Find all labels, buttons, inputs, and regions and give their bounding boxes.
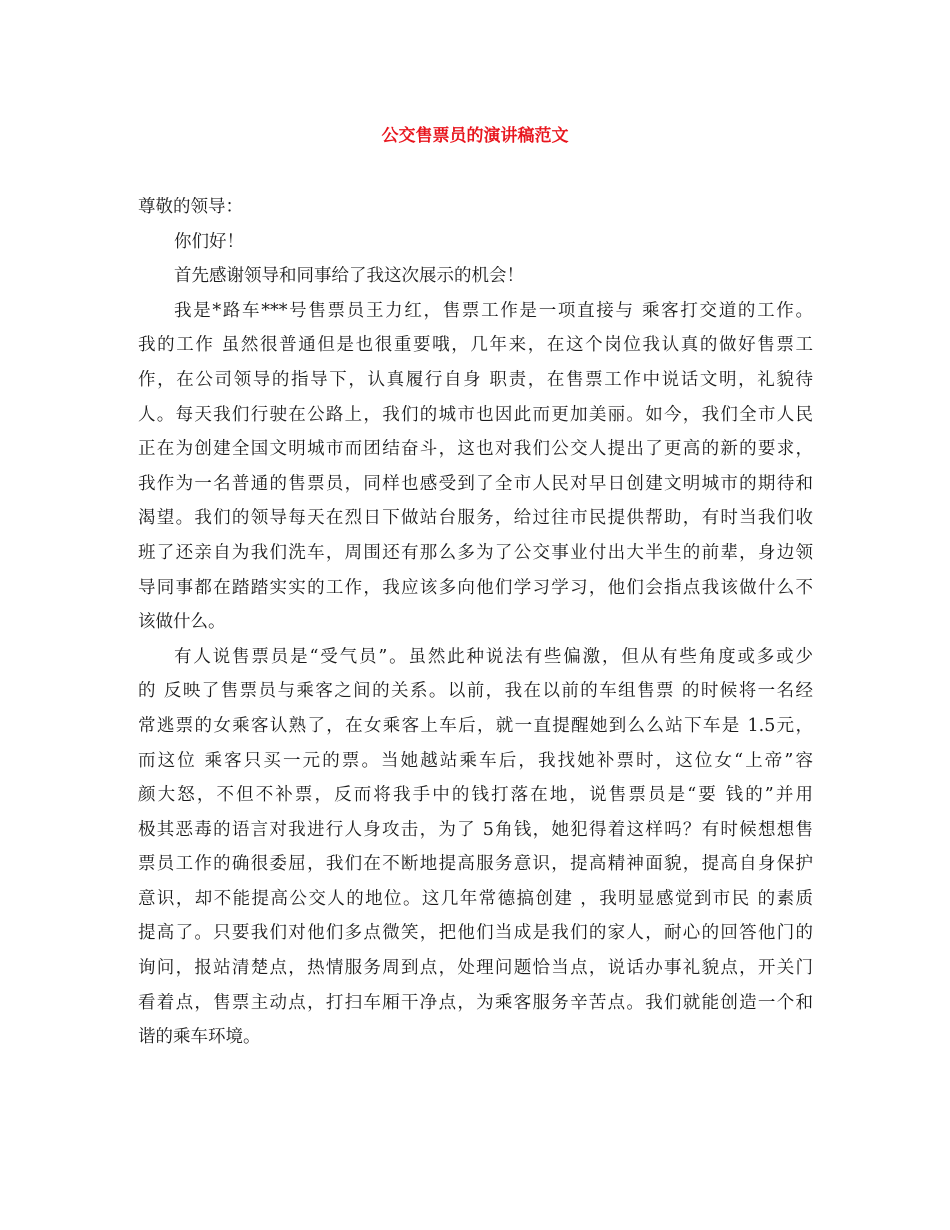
- paragraph-line: 而这位 乘客只买一元的票。当她越站乘车后，我找她补票时，这位女“上帝”容: [138, 750, 813, 771]
- paragraph-line: 极其恶毒的语言对我进行人身攻击，为了 5角钱，她犯得着这样吗？有时候想想售: [138, 819, 813, 840]
- paragraph-1: [138, 294, 813, 640]
- paragraph-line: 票员工作的确很委屈，我们在不断地提高服务意识，提高精神面貌，提高自身保护: [138, 854, 813, 875]
- paragraph-line: 意识，却不能提高公交人的地位。这几年常德搞创建 ，我明显感觉到市民 的素质: [138, 888, 813, 909]
- thanks-line: 首先感谢领导和同事给了我这次展示的机会！: [174, 266, 524, 287]
- paragraph-line: 作，在公司领导的指导下，认真履行自身 职责，在售票工作中说话文明，礼貌待: [138, 369, 813, 390]
- paragraph-line: 正在为创建全国文明城市而团结奋斗，这也对我们公交人提出了更高的新的要求，: [138, 439, 813, 460]
- paragraph-line: 颜大怒，不但不补票，反而将我手中的钱打落在地，说售票员是“要 钱的”并用: [138, 785, 813, 806]
- document-body: [138, 190, 813, 1055]
- paragraph-line: 有人说售票员是“受气员”。虽然此种说法有些偏激，但从有些角度或多或少: [174, 646, 813, 667]
- paragraph-line: 渴望。我们的领导每天在烈日下做站台服务，给过往市民提供帮助，有时当我们收: [138, 508, 813, 529]
- paragraph-line: 询问，报站清楚点，热情服务周到点，处理问题恰当点，说话办事礼貌点，开关门: [138, 958, 813, 979]
- paragraph-line: 看着点，售票主动点，打扫车厢干净点，为乘客服务辛苦点。我们就能创造一个和: [138, 992, 813, 1013]
- paragraph-line: 的 反映了售票员与乘客之间的关系。以前，我在以前的车组售票 的时候将一名经: [138, 681, 813, 702]
- paragraph-line: 常逃票的女乘客认熟了，在女乘客上车后，就一直提醒她到么么站下车是 1.5元，: [138, 715, 813, 736]
- paragraph-line: 我的工作 虽然很普通但是也很重要哦，几年来，在这个岗位我认真的做好售票工: [138, 335, 813, 356]
- paragraph-2: [138, 640, 813, 1055]
- paragraph-line: 导同事都在踏踏实实的工作，我应该多向他们学习学习，他们会指点我该做什么不: [138, 577, 813, 598]
- paragraph-line: 谐的乘车环境。: [138, 1027, 261, 1048]
- paragraph-line: 我作为一名普通的售票员，同样也感受到了全市人民对早日创建文明城市的期待和: [138, 473, 813, 494]
- document-title: 公交售票员的演讲稿范文: [381, 126, 569, 146]
- salutation: 尊敬的领导：: [138, 197, 243, 217]
- paragraph-line: 我是*路车***号售票员王力红，售票工作是一项直接与 乘客打交道的工作。: [174, 300, 813, 321]
- paragraph-line: 班了还亲自为我们洗车，周围还有那么多为了公交事业付出大半生的前辈，身边领: [138, 542, 813, 563]
- paragraph-line: 提高了。只要我们对他们多点微笑，把他们当成是我们的家人，耐心的回答他门的: [138, 923, 813, 944]
- paragraph-line: 人。每天我们行驶在公路上，我们的城市也因此而更加美丽。如今，我们全市人民: [138, 404, 813, 425]
- greeting: 你们好！: [174, 231, 244, 252]
- paragraph-line: 该做什么。: [138, 612, 226, 633]
